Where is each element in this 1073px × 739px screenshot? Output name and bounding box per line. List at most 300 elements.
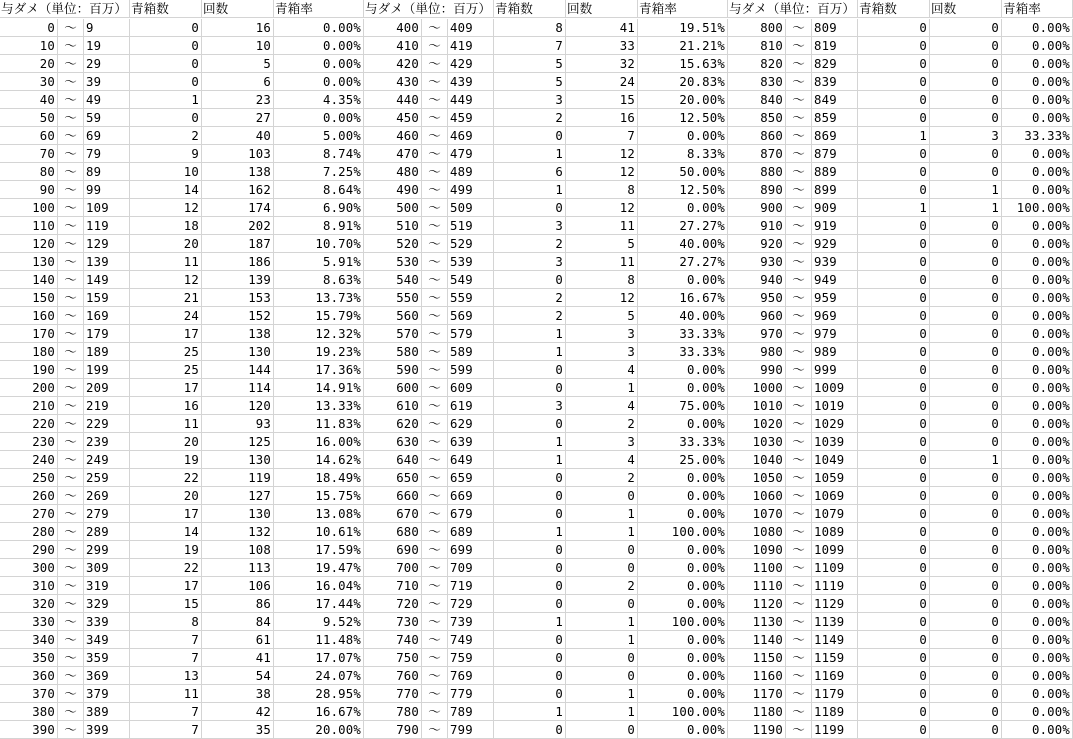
range-from-cell[interactable]: 1040 xyxy=(728,451,786,469)
attempt-count-cell[interactable]: 103 xyxy=(202,145,274,163)
range-from-cell[interactable]: 1080 xyxy=(728,523,786,541)
blue-box-rate-cell[interactable]: 0.00% xyxy=(1002,595,1073,613)
blue-box-rate-cell[interactable]: 5.00% xyxy=(274,127,364,145)
range-to-cell[interactable]: 1059 xyxy=(812,469,858,487)
header-blue-box-rate[interactable]: 青箱率 xyxy=(274,0,364,18)
attempt-count-cell[interactable]: 0 xyxy=(930,721,1002,739)
range-tilde-cell[interactable]: ～ xyxy=(58,721,84,739)
attempt-count-cell[interactable]: 3 xyxy=(930,127,1002,145)
attempt-count-cell[interactable]: 24 xyxy=(566,73,638,91)
range-to-cell[interactable]: 429 xyxy=(448,55,494,73)
blue-box-rate-cell[interactable]: 0.00% xyxy=(1002,379,1073,397)
range-to-cell[interactable]: 719 xyxy=(448,577,494,595)
range-to-cell[interactable]: 69 xyxy=(84,127,130,145)
attempt-count-cell[interactable]: 0 xyxy=(930,577,1002,595)
range-to-cell[interactable]: 349 xyxy=(84,631,130,649)
blue-box-count-cell[interactable]: 2 xyxy=(494,235,566,253)
range-from-cell[interactable]: 60 xyxy=(0,127,58,145)
blue-box-count-cell[interactable]: 0 xyxy=(858,721,930,739)
range-to-cell[interactable]: 899 xyxy=(812,181,858,199)
range-tilde-cell[interactable]: ～ xyxy=(422,19,448,37)
range-to-cell[interactable]: 789 xyxy=(448,703,494,721)
blue-box-count-cell[interactable]: 0 xyxy=(858,91,930,109)
blue-box-count-cell[interactable]: 14 xyxy=(130,523,202,541)
range-to-cell[interactable]: 629 xyxy=(448,415,494,433)
range-tilde-cell[interactable]: ～ xyxy=(58,541,84,559)
blue-box-rate-cell[interactable]: 0.00% xyxy=(1002,163,1073,181)
range-from-cell[interactable]: 40 xyxy=(0,91,58,109)
range-from-cell[interactable]: 380 xyxy=(0,703,58,721)
range-to-cell[interactable]: 669 xyxy=(448,487,494,505)
header-blue-box-rate[interactable]: 青箱率 xyxy=(638,0,728,18)
range-tilde-cell[interactable]: ～ xyxy=(58,109,84,127)
blue-box-count-cell[interactable]: 1 xyxy=(494,523,566,541)
range-tilde-cell[interactable]: ～ xyxy=(422,667,448,685)
header-damage-range[interactable]: 与ダメ（単位：百万） xyxy=(728,0,858,18)
range-from-cell[interactable]: 90 xyxy=(0,181,58,199)
range-tilde-cell[interactable]: ～ xyxy=(786,55,812,73)
blue-box-rate-cell[interactable]: 0.00% xyxy=(1002,109,1073,127)
blue-box-rate-cell[interactable]: 21.21% xyxy=(638,37,728,55)
range-to-cell[interactable]: 129 xyxy=(84,235,130,253)
range-from-cell[interactable]: 1000 xyxy=(728,379,786,397)
blue-box-rate-cell[interactable]: 0.00% xyxy=(638,505,728,523)
range-to-cell[interactable]: 939 xyxy=(812,253,858,271)
blue-box-count-cell[interactable]: 0 xyxy=(858,109,930,127)
blue-box-count-cell[interactable]: 0 xyxy=(130,109,202,127)
blue-box-count-cell[interactable]: 0 xyxy=(130,55,202,73)
blue-box-rate-cell[interactable]: 17.44% xyxy=(274,595,364,613)
range-tilde-cell[interactable]: ～ xyxy=(786,361,812,379)
range-from-cell[interactable]: 70 xyxy=(0,145,58,163)
range-tilde-cell[interactable]: ～ xyxy=(786,325,812,343)
attempt-count-cell[interactable]: 113 xyxy=(202,559,274,577)
range-to-cell[interactable]: 179 xyxy=(84,325,130,343)
range-tilde-cell[interactable]: ～ xyxy=(58,19,84,37)
blue-box-count-cell[interactable]: 0 xyxy=(494,649,566,667)
range-from-cell[interactable]: 140 xyxy=(0,271,58,289)
range-to-cell[interactable]: 709 xyxy=(448,559,494,577)
range-to-cell[interactable]: 529 xyxy=(448,235,494,253)
range-to-cell[interactable]: 769 xyxy=(448,667,494,685)
attempt-count-cell[interactable]: 42 xyxy=(202,703,274,721)
range-to-cell[interactable]: 1089 xyxy=(812,523,858,541)
range-tilde-cell[interactable]: ～ xyxy=(422,595,448,613)
range-from-cell[interactable]: 1030 xyxy=(728,433,786,451)
range-from-cell[interactable]: 400 xyxy=(364,19,422,37)
attempt-count-cell[interactable]: 4 xyxy=(566,361,638,379)
range-tilde-cell[interactable]: ～ xyxy=(58,199,84,217)
range-from-cell[interactable]: 660 xyxy=(364,487,422,505)
range-tilde-cell[interactable]: ～ xyxy=(58,325,84,343)
range-to-cell[interactable]: 1049 xyxy=(812,451,858,469)
range-tilde-cell[interactable]: ～ xyxy=(422,559,448,577)
blue-box-count-cell[interactable]: 0 xyxy=(494,721,566,739)
range-to-cell[interactable]: 959 xyxy=(812,289,858,307)
range-from-cell[interactable]: 800 xyxy=(728,19,786,37)
range-to-cell[interactable]: 229 xyxy=(84,415,130,433)
blue-box-count-cell[interactable]: 19 xyxy=(130,451,202,469)
attempt-count-cell[interactable]: 35 xyxy=(202,721,274,739)
blue-box-count-cell[interactable]: 17 xyxy=(130,325,202,343)
attempt-count-cell[interactable]: 1 xyxy=(930,199,1002,217)
range-tilde-cell[interactable]: ～ xyxy=(58,37,84,55)
attempt-count-cell[interactable]: 0 xyxy=(930,217,1002,235)
range-tilde-cell[interactable]: ～ xyxy=(422,577,448,595)
range-from-cell[interactable]: 840 xyxy=(728,91,786,109)
range-to-cell[interactable]: 339 xyxy=(84,613,130,631)
range-from-cell[interactable]: 290 xyxy=(0,541,58,559)
attempt-count-cell[interactable]: 12 xyxy=(566,289,638,307)
range-from-cell[interactable]: 760 xyxy=(364,667,422,685)
attempt-count-cell[interactable]: 130 xyxy=(202,505,274,523)
attempt-count-cell[interactable]: 16 xyxy=(566,109,638,127)
range-from-cell[interactable]: 600 xyxy=(364,379,422,397)
blue-box-count-cell[interactable]: 0 xyxy=(858,505,930,523)
blue-box-rate-cell[interactable]: 18.49% xyxy=(274,469,364,487)
attempt-count-cell[interactable]: 7 xyxy=(566,127,638,145)
blue-box-rate-cell[interactable]: 50.00% xyxy=(638,163,728,181)
blue-box-rate-cell[interactable]: 0.00% xyxy=(1002,271,1073,289)
attempt-count-cell[interactable]: 6 xyxy=(202,73,274,91)
range-from-cell[interactable]: 1140 xyxy=(728,631,786,649)
blue-box-count-cell[interactable]: 0 xyxy=(858,613,930,631)
range-tilde-cell[interactable]: ～ xyxy=(422,55,448,73)
attempt-count-cell[interactable]: 1 xyxy=(566,685,638,703)
range-from-cell[interactable]: 1150 xyxy=(728,649,786,667)
blue-box-rate-cell[interactable]: 19.47% xyxy=(274,559,364,577)
range-tilde-cell[interactable]: ～ xyxy=(58,631,84,649)
blue-box-count-cell[interactable]: 0 xyxy=(494,541,566,559)
range-tilde-cell[interactable]: ～ xyxy=(786,253,812,271)
range-tilde-cell[interactable]: ～ xyxy=(786,127,812,145)
range-from-cell[interactable]: 160 xyxy=(0,307,58,325)
attempt-count-cell[interactable]: 132 xyxy=(202,523,274,541)
range-from-cell[interactable]: 330 xyxy=(0,613,58,631)
blue-box-count-cell[interactable]: 0 xyxy=(858,325,930,343)
range-tilde-cell[interactable]: ～ xyxy=(786,631,812,649)
range-to-cell[interactable]: 739 xyxy=(448,613,494,631)
blue-box-count-cell[interactable]: 0 xyxy=(494,577,566,595)
range-to-cell[interactable]: 1129 xyxy=(812,595,858,613)
range-from-cell[interactable]: 190 xyxy=(0,361,58,379)
attempt-count-cell[interactable]: 41 xyxy=(566,19,638,37)
blue-box-count-cell[interactable]: 17 xyxy=(130,379,202,397)
range-from-cell[interactable]: 1180 xyxy=(728,703,786,721)
range-from-cell[interactable]: 770 xyxy=(364,685,422,703)
blue-box-rate-cell[interactable]: 0.00% xyxy=(638,379,728,397)
attempt-count-cell[interactable]: 1 xyxy=(930,451,1002,469)
range-tilde-cell[interactable]: ～ xyxy=(786,163,812,181)
range-to-cell[interactable]: 729 xyxy=(448,595,494,613)
blue-box-rate-cell[interactable]: 13.73% xyxy=(274,289,364,307)
blue-box-rate-cell[interactable]: 0.00% xyxy=(274,109,364,127)
range-tilde-cell[interactable]: ～ xyxy=(422,433,448,451)
range-to-cell[interactable]: 979 xyxy=(812,325,858,343)
blue-box-rate-cell[interactable]: 17.59% xyxy=(274,541,364,559)
blue-box-count-cell[interactable]: 7 xyxy=(494,37,566,55)
range-to-cell[interactable]: 909 xyxy=(812,199,858,217)
blue-box-rate-cell[interactable]: 0.00% xyxy=(1002,613,1073,631)
attempt-count-cell[interactable]: 0 xyxy=(930,55,1002,73)
blue-box-rate-cell[interactable]: 0.00% xyxy=(638,361,728,379)
blue-box-count-cell[interactable]: 0 xyxy=(858,217,930,235)
range-from-cell[interactable]: 920 xyxy=(728,235,786,253)
blue-box-rate-cell[interactable]: 0.00% xyxy=(274,55,364,73)
blue-box-count-cell[interactable]: 0 xyxy=(494,127,566,145)
range-tilde-cell[interactable]: ～ xyxy=(786,505,812,523)
range-from-cell[interactable]: 410 xyxy=(364,37,422,55)
range-to-cell[interactable]: 379 xyxy=(84,685,130,703)
range-from-cell[interactable]: 420 xyxy=(364,55,422,73)
blue-box-rate-cell[interactable]: 0.00% xyxy=(274,37,364,55)
blue-box-count-cell[interactable]: 0 xyxy=(858,451,930,469)
blue-box-rate-cell[interactable]: 0.00% xyxy=(1002,145,1073,163)
range-from-cell[interactable]: 520 xyxy=(364,235,422,253)
range-tilde-cell[interactable]: ～ xyxy=(786,109,812,127)
attempt-count-cell[interactable]: 174 xyxy=(202,199,274,217)
range-from-cell[interactable]: 870 xyxy=(728,145,786,163)
blue-box-count-cell[interactable]: 20 xyxy=(130,235,202,253)
blue-box-count-cell[interactable]: 0 xyxy=(858,271,930,289)
attempt-count-cell[interactable]: 130 xyxy=(202,451,274,469)
range-tilde-cell[interactable]: ～ xyxy=(786,523,812,541)
range-to-cell[interactable]: 329 xyxy=(84,595,130,613)
range-to-cell[interactable]: 849 xyxy=(812,91,858,109)
blue-box-count-cell[interactable]: 0 xyxy=(494,415,566,433)
attempt-count-cell[interactable]: 186 xyxy=(202,253,274,271)
range-to-cell[interactable]: 1109 xyxy=(812,559,858,577)
attempt-count-cell[interactable]: 33 xyxy=(566,37,638,55)
attempt-count-cell[interactable]: 0 xyxy=(930,595,1002,613)
blue-box-count-cell[interactable]: 0 xyxy=(494,667,566,685)
range-from-cell[interactable]: 950 xyxy=(728,289,786,307)
range-to-cell[interactable]: 459 xyxy=(448,109,494,127)
range-tilde-cell[interactable]: ～ xyxy=(422,91,448,109)
blue-box-rate-cell[interactable]: 75.00% xyxy=(638,397,728,415)
attempt-count-cell[interactable]: 114 xyxy=(202,379,274,397)
blue-box-count-cell[interactable]: 0 xyxy=(858,703,930,721)
range-from-cell[interactable]: 0 xyxy=(0,19,58,37)
attempt-count-cell[interactable]: 0 xyxy=(930,271,1002,289)
range-tilde-cell[interactable]: ～ xyxy=(422,289,448,307)
blue-box-count-cell[interactable]: 22 xyxy=(130,559,202,577)
range-tilde-cell[interactable]: ～ xyxy=(422,199,448,217)
attempt-count-cell[interactable]: 0 xyxy=(930,541,1002,559)
attempt-count-cell[interactable]: 27 xyxy=(202,109,274,127)
range-tilde-cell[interactable]: ～ xyxy=(58,307,84,325)
range-from-cell[interactable]: 690 xyxy=(364,541,422,559)
blue-box-count-cell[interactable]: 1 xyxy=(494,145,566,163)
blue-box-rate-cell[interactable]: 0.00% xyxy=(638,721,728,739)
attempt-count-cell[interactable]: 0 xyxy=(930,649,1002,667)
blue-box-count-cell[interactable]: 10 xyxy=(130,163,202,181)
range-from-cell[interactable]: 550 xyxy=(364,289,422,307)
range-to-cell[interactable]: 599 xyxy=(448,361,494,379)
range-to-cell[interactable]: 449 xyxy=(448,91,494,109)
range-from-cell[interactable]: 430 xyxy=(364,73,422,91)
range-tilde-cell[interactable]: ～ xyxy=(58,685,84,703)
attempt-count-cell[interactable]: 125 xyxy=(202,433,274,451)
blue-box-count-cell[interactable]: 0 xyxy=(858,235,930,253)
blue-box-rate-cell[interactable]: 6.90% xyxy=(274,199,364,217)
blue-box-rate-cell[interactable]: 0.00% xyxy=(1002,289,1073,307)
range-tilde-cell[interactable]: ～ xyxy=(786,145,812,163)
blue-box-rate-cell[interactable]: 0.00% xyxy=(1002,667,1073,685)
blue-box-count-cell[interactable]: 7 xyxy=(130,703,202,721)
range-to-cell[interactable]: 699 xyxy=(448,541,494,559)
range-to-cell[interactable]: 159 xyxy=(84,289,130,307)
attempt-count-cell[interactable]: 1 xyxy=(566,703,638,721)
blue-box-count-cell[interactable]: 13 xyxy=(130,667,202,685)
range-tilde-cell[interactable]: ～ xyxy=(58,415,84,433)
range-from-cell[interactable]: 680 xyxy=(364,523,422,541)
range-from-cell[interactable]: 310 xyxy=(0,577,58,595)
range-from-cell[interactable]: 130 xyxy=(0,253,58,271)
attempt-count-cell[interactable]: 0 xyxy=(930,343,1002,361)
blue-box-count-cell[interactable]: 2 xyxy=(494,109,566,127)
range-from-cell[interactable]: 890 xyxy=(728,181,786,199)
attempt-count-cell[interactable]: 23 xyxy=(202,91,274,109)
attempt-count-cell[interactable]: 153 xyxy=(202,289,274,307)
blue-box-count-cell[interactable]: 0 xyxy=(858,487,930,505)
range-from-cell[interactable]: 390 xyxy=(0,721,58,739)
range-tilde-cell[interactable]: ～ xyxy=(786,91,812,109)
attempt-count-cell[interactable]: 0 xyxy=(930,631,1002,649)
blue-box-count-cell[interactable]: 19 xyxy=(130,541,202,559)
range-to-cell[interactable]: 479 xyxy=(448,145,494,163)
range-to-cell[interactable]: 59 xyxy=(84,109,130,127)
range-to-cell[interactable]: 19 xyxy=(84,37,130,55)
blue-box-rate-cell[interactable]: 5.91% xyxy=(274,253,364,271)
attempt-count-cell[interactable]: 0 xyxy=(566,595,638,613)
blue-box-count-cell[interactable]: 3 xyxy=(494,91,566,109)
range-tilde-cell[interactable]: ～ xyxy=(422,505,448,523)
range-tilde-cell[interactable]: ～ xyxy=(58,703,84,721)
attempt-count-cell[interactable]: 106 xyxy=(202,577,274,595)
attempt-count-cell[interactable]: 2 xyxy=(566,469,638,487)
range-to-cell[interactable]: 189 xyxy=(84,343,130,361)
attempt-count-cell[interactable]: 119 xyxy=(202,469,274,487)
range-tilde-cell[interactable]: ～ xyxy=(58,73,84,91)
range-to-cell[interactable]: 39 xyxy=(84,73,130,91)
blue-box-rate-cell[interactable]: 16.00% xyxy=(274,433,364,451)
attempt-count-cell[interactable]: 139 xyxy=(202,271,274,289)
range-tilde-cell[interactable]: ～ xyxy=(58,379,84,397)
attempt-count-cell[interactable]: 0 xyxy=(930,505,1002,523)
blue-box-rate-cell[interactable]: 0.00% xyxy=(1002,721,1073,739)
range-to-cell[interactable]: 219 xyxy=(84,397,130,415)
attempt-count-cell[interactable]: 86 xyxy=(202,595,274,613)
attempt-count-cell[interactable]: 4 xyxy=(566,451,638,469)
range-to-cell[interactable]: 689 xyxy=(448,523,494,541)
range-to-cell[interactable]: 549 xyxy=(448,271,494,289)
blue-box-count-cell[interactable]: 0 xyxy=(858,649,930,667)
blue-box-rate-cell[interactable]: 12.50% xyxy=(638,109,728,127)
range-from-cell[interactable]: 200 xyxy=(0,379,58,397)
range-to-cell[interactable]: 199 xyxy=(84,361,130,379)
range-to-cell[interactable]: 149 xyxy=(84,271,130,289)
blue-box-count-cell[interactable]: 0 xyxy=(130,73,202,91)
blue-box-rate-cell[interactable]: 0.00% xyxy=(1002,703,1073,721)
attempt-count-cell[interactable]: 0 xyxy=(566,649,638,667)
range-from-cell[interactable]: 930 xyxy=(728,253,786,271)
range-to-cell[interactable]: 89 xyxy=(84,163,130,181)
blue-box-count-cell[interactable]: 17 xyxy=(130,505,202,523)
blue-box-rate-cell[interactable]: 16.67% xyxy=(638,289,728,307)
attempt-count-cell[interactable]: 0 xyxy=(930,613,1002,631)
range-from-cell[interactable]: 510 xyxy=(364,217,422,235)
range-tilde-cell[interactable]: ～ xyxy=(58,289,84,307)
attempt-count-cell[interactable]: 162 xyxy=(202,181,274,199)
range-to-cell[interactable]: 969 xyxy=(812,307,858,325)
blue-box-rate-cell[interactable]: 33.33% xyxy=(1002,127,1073,145)
attempt-count-cell[interactable]: 138 xyxy=(202,163,274,181)
range-tilde-cell[interactable]: ～ xyxy=(422,235,448,253)
range-from-cell[interactable]: 220 xyxy=(0,415,58,433)
range-from-cell[interactable]: 270 xyxy=(0,505,58,523)
range-tilde-cell[interactable]: ～ xyxy=(786,613,812,631)
blue-box-rate-cell[interactable]: 0.00% xyxy=(1002,631,1073,649)
attempt-count-cell[interactable]: 0 xyxy=(930,19,1002,37)
range-to-cell[interactable]: 649 xyxy=(448,451,494,469)
range-from-cell[interactable]: 340 xyxy=(0,631,58,649)
blue-box-rate-cell[interactable]: 100.00% xyxy=(638,523,728,541)
range-to-cell[interactable]: 929 xyxy=(812,235,858,253)
range-from-cell[interactable]: 540 xyxy=(364,271,422,289)
range-from-cell[interactable]: 170 xyxy=(0,325,58,343)
blue-box-rate-cell[interactable]: 8.63% xyxy=(274,271,364,289)
range-to-cell[interactable]: 1139 xyxy=(812,613,858,631)
range-to-cell[interactable]: 389 xyxy=(84,703,130,721)
range-from-cell[interactable]: 250 xyxy=(0,469,58,487)
blue-box-rate-cell[interactable]: 15.63% xyxy=(638,55,728,73)
header-attempt-count[interactable]: 回数 xyxy=(566,0,638,18)
range-to-cell[interactable]: 829 xyxy=(812,55,858,73)
attempt-count-cell[interactable]: 187 xyxy=(202,235,274,253)
blue-box-count-cell[interactable]: 0 xyxy=(858,523,930,541)
range-tilde-cell[interactable]: ～ xyxy=(422,415,448,433)
blue-box-rate-cell[interactable]: 0.00% xyxy=(638,685,728,703)
range-from-cell[interactable]: 180 xyxy=(0,343,58,361)
attempt-count-cell[interactable]: 11 xyxy=(566,253,638,271)
range-to-cell[interactable]: 1069 xyxy=(812,487,858,505)
attempt-count-cell[interactable]: 0 xyxy=(930,667,1002,685)
attempt-count-cell[interactable]: 2 xyxy=(566,415,638,433)
attempt-count-cell[interactable]: 0 xyxy=(930,469,1002,487)
range-to-cell[interactable]: 99 xyxy=(84,181,130,199)
blue-box-rate-cell[interactable]: 0.00% xyxy=(638,487,728,505)
attempt-count-cell[interactable]: 61 xyxy=(202,631,274,649)
blue-box-rate-cell[interactable]: 0.00% xyxy=(638,469,728,487)
range-tilde-cell[interactable]: ～ xyxy=(786,541,812,559)
attempt-count-cell[interactable]: 0 xyxy=(930,307,1002,325)
blue-box-rate-cell[interactable]: 0.00% xyxy=(1002,397,1073,415)
blue-box-count-cell[interactable]: 0 xyxy=(858,577,930,595)
blue-box-rate-cell[interactable]: 0.00% xyxy=(638,415,728,433)
attempt-count-cell[interactable]: 0 xyxy=(930,397,1002,415)
blue-box-count-cell[interactable]: 1 xyxy=(858,199,930,217)
attempt-count-cell[interactable]: 12 xyxy=(566,199,638,217)
blue-box-count-cell[interactable]: 0 xyxy=(858,559,930,577)
attempt-count-cell[interactable]: 5 xyxy=(566,307,638,325)
range-tilde-cell[interactable]: ～ xyxy=(58,217,84,235)
attempt-count-cell[interactable]: 12 xyxy=(566,163,638,181)
range-from-cell[interactable]: 260 xyxy=(0,487,58,505)
range-tilde-cell[interactable]: ～ xyxy=(422,145,448,163)
attempt-count-cell[interactable]: 12 xyxy=(566,145,638,163)
range-to-cell[interactable]: 569 xyxy=(448,307,494,325)
